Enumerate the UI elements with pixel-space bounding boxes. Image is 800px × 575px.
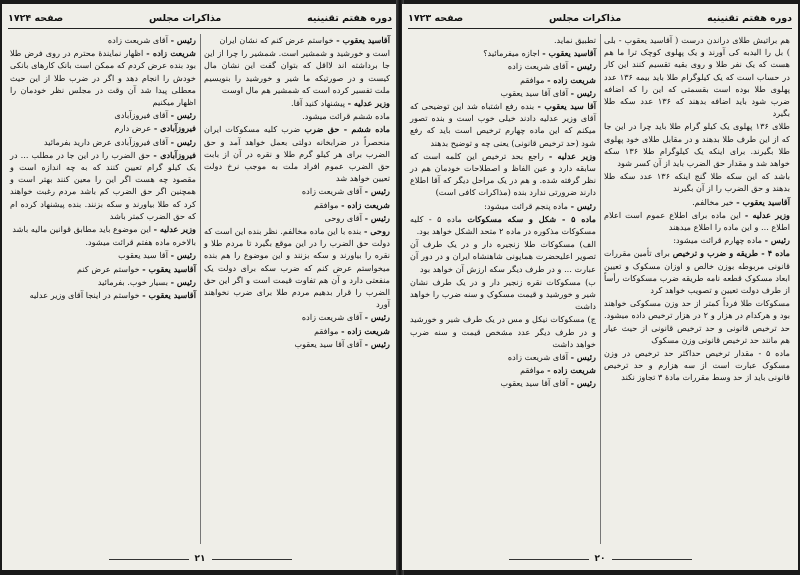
speech-text: ج) مسکوکات نیکل و مس در یک طرف شیر و خورشید و در طرف دیگر عدد مشخص قیمت و سنه ضرب خواهد داشت — [407, 314, 596, 349]
speech-text: طلای ۱۳۶ پهلوی یک کیلو گرام طلا باید چرا در این جا که از این طرف طلا بدهند و در مقابل طلای خود پهلوی طلا بگیرند. برای اینکه یک کیلوگرام طلا ۱۳۶ سکه خواهد شد و مقدار حق الضرب باید از آن کسر شود — [601, 121, 790, 169]
transcript-paragraph — [601, 170, 790, 194]
speech-text: آقای شریعت زاده — [507, 61, 568, 72]
column-divider — [600, 34, 601, 544]
transcript-paragraph — [601, 209, 791, 233]
speech-text: ضرب کلیه مسکوکات ایران منحصراً در ضرابخانه دولتی بعمل خواهد آمد و حق الضرب برای هر کیلو گرم طلا و نقره در آن از بابت حق الضرب عموم افراد ملت به موجب نرخ دولت تعیین خواهد شد — [201, 124, 390, 184]
transcript-paragraph — [204, 110, 390, 122]
speaker-name: وزیر عدلیه - — [548, 150, 597, 161]
speaker-name: رئیس - — [570, 378, 596, 389]
speech-text: برای تأمین مقررات قانونی مربوطه بوزن خالص و اوزان مسکوک و تعیین ابعاد مسکوک قطعه نامه طریقه ضرب مسکوکات رأساً از طرف دولت تعیین و تصویب خواهد کرد — [601, 248, 790, 296]
transcript-paragraph — [204, 199, 390, 211]
page-header — [408, 10, 792, 26]
speech-text: ماده پنجم قرائت میشود: — [484, 200, 568, 211]
speech-text: عرض دارم — [114, 123, 152, 134]
transcript-paragraph — [410, 377, 596, 389]
transcript-paragraph — [204, 338, 390, 350]
speech-text: اظهار نمایندهٔ محترم در روی فرض طلا بود بنده عرض کردم که ممکن است بانک کارهای بانکی خودش را انجام دهد و اگر در ضرب طلا از این حیث معطلی پیدا شد آن وقت در مجلس نظر خودمان را اظهار میکنیم — [7, 48, 196, 108]
speech-text: است و خورشید و شمشیر است. شمشیر را چرا از این جا برداشته اند لااقل که بتوان گفت این نشان مال کیست و در صورتیکه ما شیر و خورشید را بنویسیم ملت تفسیر کرده است که شمشیر هم مال اوست — [201, 48, 390, 95]
text-column-right — [601, 34, 791, 546]
footer-page-number: ۲۱ — [194, 554, 206, 564]
page-header — [8, 10, 392, 26]
speaker-name: رئیس - — [570, 200, 596, 211]
left-page — [2, 4, 398, 570]
speech-text: بالاخره ماده هفتم قرائت میشود. — [85, 237, 196, 248]
speech-text: موافقم — [314, 325, 339, 336]
speech-text: ماده ششم قرائت میشود. — [302, 111, 390, 122]
speech-text: پیشنهاد کنید آقا. — [290, 98, 346, 109]
speech-text: بنده با این ماده مخالفم. نظر بنده این است که دولت حق الضرب را در این موقع بگیرد تا مردم طلا و نقره را بیاورند و سکه بزنند و این موضوع را هم بنده میخواستم عرض کنم که ضرب سکه برای دولت یک منفعتی دارد و آن هم تفاوت قیمت است و اگر این حق الضرب را قرار بدهیم مردم طلا برای ضرب نخواهند آورد — [201, 226, 390, 310]
speech-text: خواستم در اینجا آقای وزیر عدلیه — [29, 290, 140, 301]
speaker-name: فیروزآبادی - — [153, 123, 196, 134]
footer-page-number: ۲۰ — [594, 554, 606, 564]
speech-text: تطبیق نماید. — [553, 35, 596, 45]
page-footer — [402, 552, 798, 566]
transcript-paragraph — [410, 47, 596, 59]
speech-text: آقای شریعت زاده — [507, 352, 568, 363]
transcript-paragraph — [10, 236, 196, 248]
speech-text: هم براتیش طلای دراندن درست ( آقاسید یعقوب - بلی ) بل را الیدبه کی آورند و یک پهلوی کوچک ترا ما هم هست که یک نفر طلا و روی بقیه تقسیم کنند این کار در حساب است که یک کیلوگرام طلا باید بیمه ۱۳۶ عدد پهلوی طلا بوده است بقسمتی که این را که اضافه ضرب شود باید اضافه بدهند که ۱۳۶ عدد سکه طلا بگیرد — [601, 35, 790, 119]
text-column-right — [201, 34, 391, 546]
transcript-paragraph — [601, 34, 790, 119]
page-footer — [2, 552, 398, 566]
speech-text: آقای شریعت زاده — [301, 186, 362, 197]
speech-text: خواستم عرض کنم — [77, 263, 140, 274]
header-title: مذاکرات مجلس — [549, 12, 622, 24]
speaker-name: آقاسید یعقوب - — [736, 196, 790, 207]
transcript-paragraph — [410, 34, 596, 46]
transcript-paragraph — [410, 351, 596, 363]
transcript-paragraph — [407, 100, 597, 149]
transcript-paragraph — [601, 347, 790, 384]
transcript-paragraph — [204, 97, 390, 109]
transcript-paragraph — [407, 213, 597, 237]
transcript-paragraph — [410, 74, 596, 86]
transcript-paragraph — [601, 120, 790, 169]
transcript-paragraph — [601, 297, 791, 346]
speaker-name: رئیس - — [364, 212, 390, 223]
speaker-name: آقاسید یعقوب - — [336, 35, 390, 45]
transcript-paragraph — [204, 185, 390, 197]
speech-text: این موضوع باید مطابق قوانین مالیه باشد — [12, 224, 152, 235]
speech-text: حق الضرب را در این جا در مطلب ... در یک کیلو گرام تعیین کنند که به چه اندازه است و مقصود چه هست اگر این را معین کنند بهتر است و همچنین اگر حق الضرب کم باشد مردم رغبت خواهند کرد که طلا بیاورند و سکه بزنند. بنده پیشنهاد کرده ام که حق الضرب کمتر باشد — [7, 149, 196, 221]
speaker-name: شریعت زاده - — [341, 199, 390, 210]
speaker-name: رئیس - — [170, 276, 196, 287]
speaker-name: ماده ششم - حق ضرب — [304, 124, 391, 135]
speaker-name: رئیس - — [764, 235, 790, 246]
speech-text: آقای روحی — [324, 212, 362, 223]
transcript-paragraph — [10, 223, 196, 235]
speaker-name: ماده ۴ - طریقه و ضرب و ترخیص — [672, 248, 791, 259]
speech-text: موافقم — [520, 365, 545, 376]
speaker-name: رئیس - — [170, 250, 196, 261]
speech-text: موافقم — [314, 199, 339, 210]
speaker-name: آقاسید یعقوب - — [142, 290, 196, 301]
speaker-name: وزیر عدلیه - — [347, 98, 390, 109]
speaker-name: وزیر عدلیه - — [153, 224, 196, 235]
speaker-name: آقاسید یعقوب - — [142, 263, 196, 274]
speech-text: بسیار خوب. بفرمائید — [97, 276, 168, 287]
header-title: مذاکرات مجلس — [149, 12, 222, 24]
speech-text: باشد که این سکه طلا گنج اینکه ۱۳۶ عدد سکه طلا بدهند و حق الضرب را از آن بگیرند — [601, 171, 790, 194]
speaker-name: رئیس - — [570, 87, 596, 98]
speaker-name: شریعت زاده - — [547, 74, 596, 85]
transcript-paragraph — [10, 122, 196, 134]
speech-text: بنده رفع اشتباه شد این توضیحی که آقای وزیر عدلیه دادند خیلی خوب است و بنده تصور میکنم که این ماده چهارم ترخیص است باید که رفع شود (حد ترخیص قانونی) یعنی چه و توضیح بدهند — [407, 101, 596, 148]
transcript-paragraph — [204, 325, 390, 337]
speech-text: آقای آقا سید یعقوب — [500, 378, 568, 389]
speech-text: اجازه میفرمائید؟ — [483, 48, 540, 59]
header-session: دوره هفتم تقنینیه — [707, 12, 792, 24]
speech-text: آقای فیروزآبادی عرض دارید بفرمائید — [43, 136, 168, 147]
footer-rule — [109, 559, 189, 560]
speech-text: ماده ۵ - مقدار ترخیص حداکثر حد ترخیص در وزن مسکوک عبارت است از سه هزارم و حد ترخیص قانونی باید از حد وسط مقررات مادهٔ ۳ تجاوز نکند — [601, 348, 790, 383]
speaker-name: وزیر عدلیه - — [744, 209, 791, 220]
speaker-name: رئیس - — [170, 35, 196, 45]
transcript-paragraph — [7, 149, 197, 222]
speaker-name: شریعت زاده - — [547, 365, 596, 376]
header-session: دوره هفتم تقنینیه — [307, 12, 392, 24]
header-rule — [8, 28, 392, 29]
transcript-paragraph — [204, 34, 390, 46]
right-page — [402, 4, 798, 570]
transcript-paragraph — [201, 123, 391, 184]
speech-text: خیر مخالفم. — [692, 196, 734, 207]
transcript-paragraph — [10, 289, 196, 301]
footer-rule — [612, 559, 692, 560]
text-column-left — [7, 34, 197, 546]
transcript-paragraph — [204, 311, 390, 323]
speech-text: خواستم عرض کنم که نشان ایران — [219, 35, 334, 45]
speaker-name: رئیس - — [570, 61, 596, 72]
header-page-number: صفحه ۱۷۲۴ — [8, 12, 64, 24]
speaker-name: رئیس - — [170, 110, 196, 121]
speech-text: آقای آقا سید یعقوب — [294, 338, 362, 349]
transcript-paragraph — [601, 247, 791, 296]
transcript-paragraph — [407, 238, 596, 275]
transcript-paragraph — [10, 276, 196, 288]
speech-text: این ماده برای اطلاع عموم است اعلام اطلاع ... و این ماده را اطلاع میدهند — [601, 209, 790, 233]
speaker-name: رئیس - — [364, 186, 390, 197]
speech-text: آقای شریعت زاده — [107, 35, 168, 45]
speech-text: آقا سید یعقوب — [118, 250, 168, 261]
speech-text: موافقم — [520, 74, 545, 85]
transcript-paragraph — [10, 249, 196, 261]
speaker-name: رئیس - — [570, 352, 596, 363]
transcript-paragraph — [410, 60, 596, 72]
speaker-name: رئیس - — [364, 312, 390, 323]
header-page-number: صفحه ۱۷۲۳ — [408, 12, 464, 24]
speaker-name: فیروزآبادی - — [153, 149, 197, 160]
header-rule — [408, 28, 792, 29]
transcript-paragraph — [604, 234, 790, 246]
footer-rule — [509, 559, 589, 560]
transcript-paragraph — [407, 313, 596, 350]
transcript-paragraph — [10, 109, 196, 121]
column-divider — [200, 34, 201, 544]
transcript-paragraph — [604, 196, 790, 208]
transcript-paragraph — [201, 47, 390, 96]
speaker-name: ماده ۵ - شکل و سکه مسکوکات — [467, 213, 597, 224]
speaker-name: رئیس - — [364, 338, 390, 349]
transcript-paragraph — [410, 364, 596, 376]
speaker-name: آقاسید یعقوب - — [542, 48, 596, 59]
transcript-paragraph — [7, 47, 196, 108]
speech-text: مسکوکات طلا فرداً کمتر از حد وزن مسکوکی خواهند بود و هرکدام در هزار و ۲ در هزار ترخیص داده میشود. حد ترخیص قانونی و حد ترخیص قانونی از حیث عیار هم مانند حد ترخیص قانونی وزن مسکوک — [601, 298, 791, 345]
speaker-name: رئیس - — [170, 136, 196, 147]
speech-text: آقای آقا سید یعقوب — [500, 87, 568, 98]
speech-text: الف) مسکوکات طلا زنجیره دار و در یک طرف آن تصویر اعلیحضرت همایونی شاهنشاه ایران و در دور آن عبارت ... و در طرف دیگر سکه ارزش آن خواهد بود — [407, 239, 596, 274]
text-column-left — [407, 34, 597, 546]
speech-text: آقای فیروزآبادی — [114, 110, 168, 121]
transcript-paragraph — [10, 263, 196, 275]
transcript-paragraph — [410, 200, 596, 212]
speech-text: راجع بحد ترخیص این کلمه است که سابقه دارد و عین الفاظ و اصطلاحات خودمان هم در نظر گرفته شده. و هم در یک مراحل دیگر که آقا اطلاع دارند ضرورتی ندارد بنده (مذاکرات کافی است) — [407, 150, 596, 198]
transcript-paragraph — [10, 136, 196, 148]
transcript-paragraph — [201, 225, 391, 310]
speech-text: ماده ۵ - کلیه مسکوکات مذکوره در ماده ۲ متحد الشکل خواهد بود. — [407, 213, 596, 237]
speech-text: ماده چهارم قرائت میشود: — [673, 235, 762, 246]
speaker-name: روحی - — [363, 226, 391, 237]
speaker-name: آقا سید یعقوب - — [537, 101, 597, 112]
transcript-paragraph — [407, 276, 596, 313]
footer-rule — [212, 559, 292, 560]
transcript-paragraph — [410, 87, 596, 99]
speech-text: ب) مسکوکات نقره زنجیر دار و در یک طرف نشان شیر و خورشید و قیمت مسکوک و سنه ضرب را خواهد داشت — [407, 276, 596, 312]
speech-text: آقای شریعت زاده — [301, 312, 362, 323]
transcript-paragraph — [407, 150, 597, 199]
speaker-name: شریعت زاده - — [146, 48, 196, 59]
transcript-paragraph — [10, 34, 196, 46]
speaker-name: شریعت زاده - — [341, 325, 390, 336]
transcript-paragraph — [204, 212, 390, 224]
